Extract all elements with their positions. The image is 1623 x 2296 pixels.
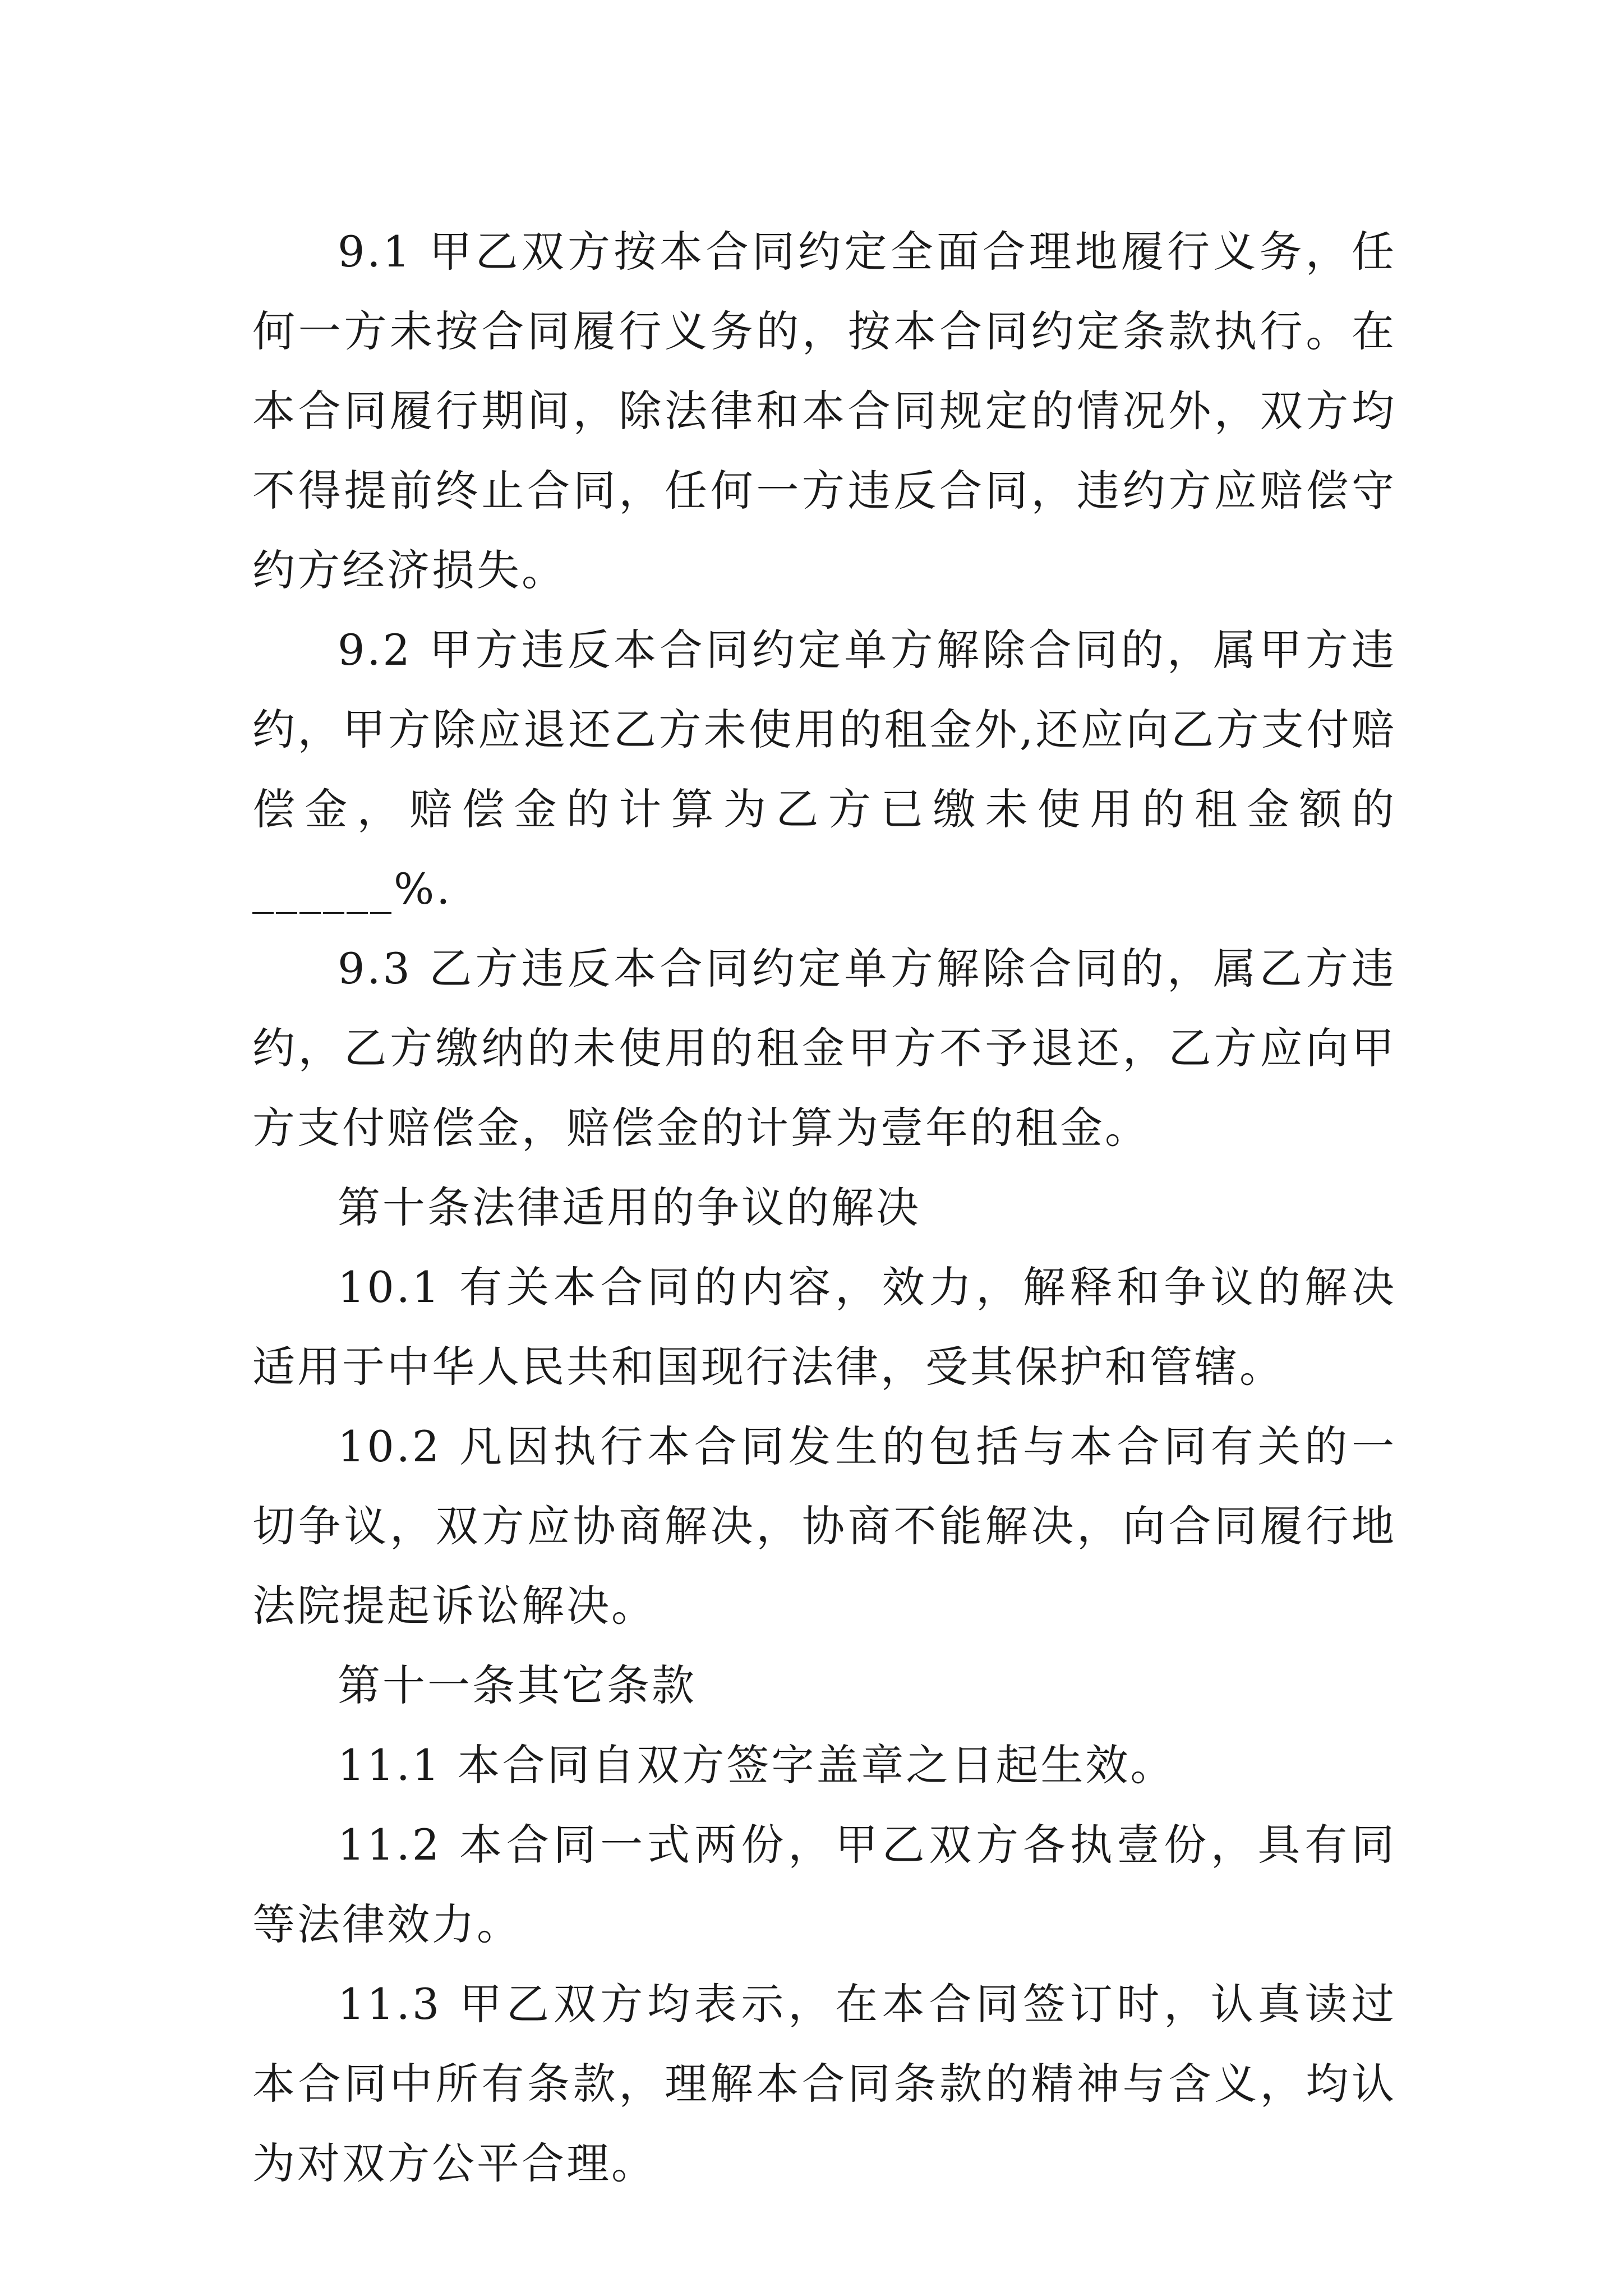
clause-11-2: 11.2 本合同一式两份，甲乙双方各执壹份，具有同等法律效力。 <box>252 1820 1396 1949</box>
clause-11-1: 11.1 本合同自双方签字盖章之日起生效。 <box>338 1740 1175 1790</box>
clause-10-2: 10.2 凡因执行本合同发生的包括与本合同有关的一切争议，双方应协商解决，协商不能解决，向合同履行地法院提起诉讼解决。 <box>252 1421 1396 1631</box>
clause-9-2: 9.2 甲方违反本合同约定单方解除合同的，属甲方违约，甲方除应退还乙方未使用的租金外,还应向乙方支付赔偿金，赔偿金的计算为乙方已缴未使用的租金额的______%. <box>252 625 1396 914</box>
article-11-heading: 第十一条其它条款 <box>338 1660 697 1710</box>
clause-10-1: 10.1 有关本合同的内容，效力，解释和争议的解决适用于中华人民共和国现行法律，受其保护和管辖。 <box>252 1262 1396 1392</box>
clause-9-3: 9.3 乙方违反本合同约定单方解除合同的，属乙方违约，乙方缴纳的未使用的租金甲方不予退还，乙方应向甲方支付赔偿金，赔偿金的计算为壹年的租金。 <box>252 944 1396 1153</box>
document-page <box>252 212 1396 2203</box>
clause-11-3: 11.3 甲乙双方均表示，在本合同签订时，认真读过本合同中所有条款，理解本合同条款的精神与含义，均认为对双方公平合理。 <box>252 1979 1396 2188</box>
article-10-heading: 第十条法律适用的争议的解决 <box>338 1182 921 1232</box>
clause-9-1: 9.1 甲乙双方按本合同约定全面合理地履行义务，任何一方未按合同履行义务的，按本合同约定条款执行。在本合同履行期间，除法律和本合同规定的情况外，双方均不得提前终止合同，任何一方违反合同，违约方应赔偿守约方经济损失。 <box>252 227 1396 595</box>
